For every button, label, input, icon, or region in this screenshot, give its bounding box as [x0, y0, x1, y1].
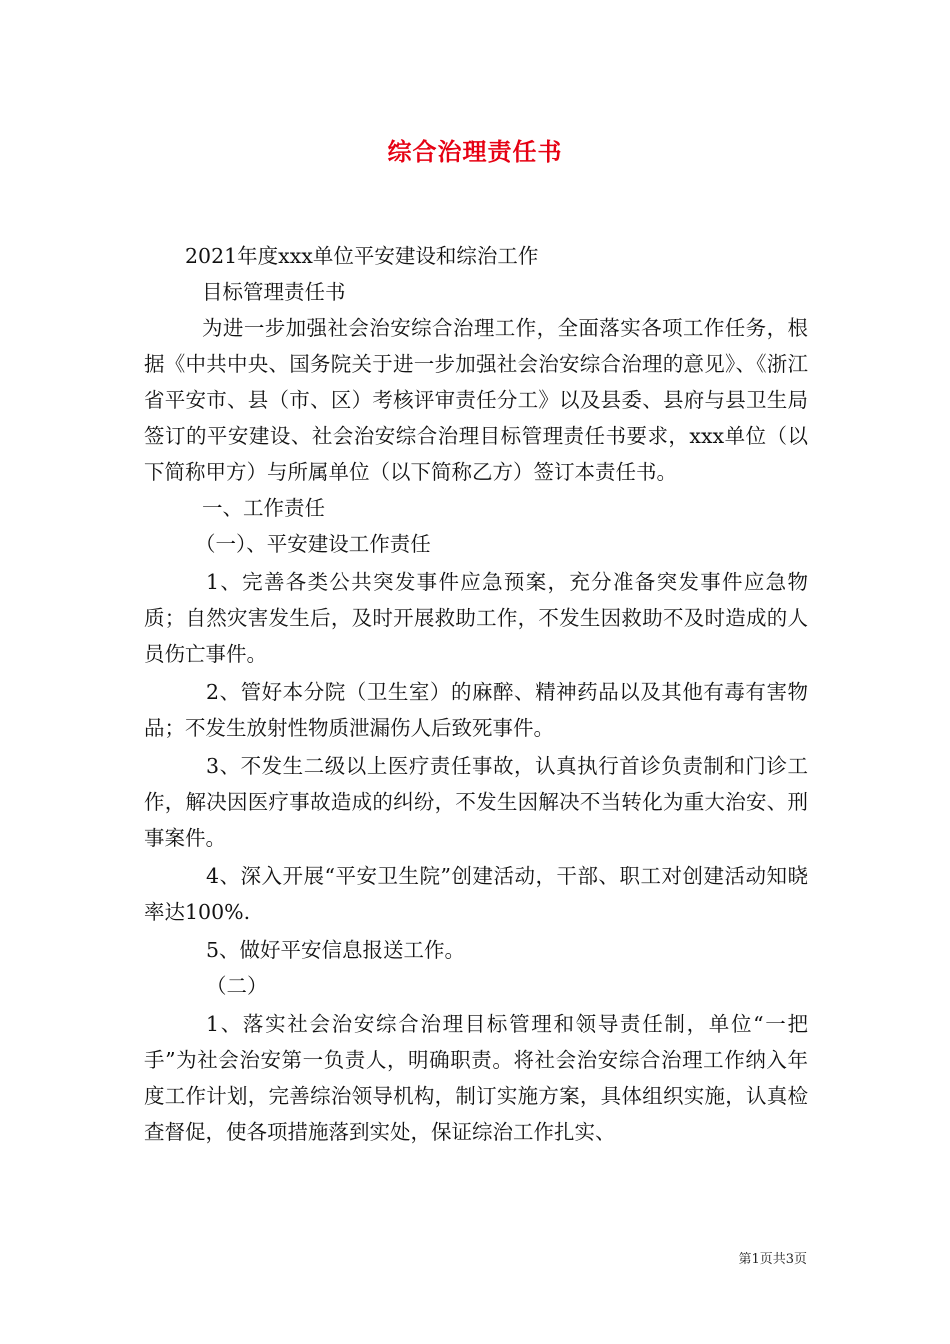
subsection-heading-two: （二） [206, 974, 268, 998]
list-item: 1、完善各类公共突发事件应急预案，充分准备突发事件应急物质；自然灾害发生后，及时开展救助工作，不发生因救助不及时造成的人员伤亡事件。 [144, 570, 808, 666]
list-item: 3、不发生二级以上医疗责任事故，认真执行首诊负责制和门诊工作，解决因医疗事故造成的纠纷，不发生因解决不当转化为重大治安、刑事案件。 [144, 754, 808, 850]
paragraph-intro: 为进一步加强社会治安综合治理工作，全面落实各项工作任务，根据《中共中央、国务院关于进一步加强社会治安综合治理的意见》、《浙江省平安市、县（市、区）考核评审责任分工》以及县委、县府与县卫生局签订的平安建设、社会治安综合治理目标管理责任书要求，xxx单位（以下简称甲方）与所属单位（以下简称乙方）签订本责任书。 [144, 316, 808, 484]
section-heading-work-responsibility: 一、工作责任 [202, 496, 325, 520]
list-item: 1、落实社会治安综合治理目标管理和领导责任制，单位“一把手”为社会治安第一负责人，明确职责。将社会治安综合治理工作纳入年度工作计划，完善综治领导机构，制订实施方案，具体组织实施，认真检查督促，使各项措施落到实处，保证综治工作扎实、 [144, 1012, 808, 1144]
page-indicator: 第1页共3页 [738, 1252, 807, 1267]
list-item: 4、深入开展“平安卫生院”创建活动，干部、职工对创建活动知晓率达100%. [144, 864, 808, 924]
list-item: 2、管好本分院（卫生室）的麻醉、精神药品以及其他有毒有害物品；不发生放射性物质泄漏伤人后致死事件。 [144, 680, 808, 740]
document-body [144, 238, 808, 1150]
paragraph-heading-line-2: 目标管理责任书 [202, 280, 346, 304]
list-item: 5、做好平安信息报送工作。 [206, 938, 466, 962]
subsection-heading-ping-an: （一）、平安建设工作责任 [195, 532, 431, 556]
document-title: 综合治理责任书 [387, 137, 563, 166]
paragraph-heading-line-1: 2021年度xxx单位平安建设和综治工作 [185, 244, 539, 268]
